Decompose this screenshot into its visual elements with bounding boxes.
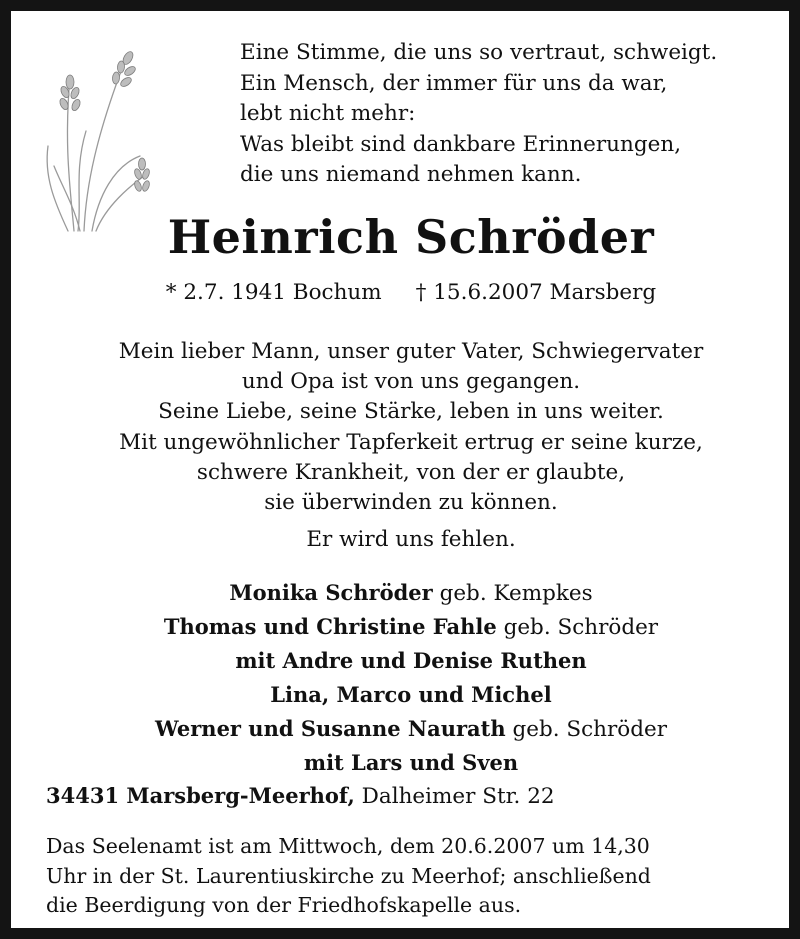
notice-line: Das Seelenamt ist am Mittwoch, dem 20.6.2007 um 14,30 bbox=[46, 834, 650, 858]
address bbox=[46, 783, 555, 809]
text-line: schwere Krankheit, von der er glaubte, bbox=[196, 459, 626, 485]
text-line: Mein lieber Mann, unser guter Vater, Schwiegervater bbox=[118, 339, 704, 364]
deceased-name: Heinrich Schröder bbox=[167, 210, 655, 264]
address-street: Dalheimer Str. 22 bbox=[354, 784, 555, 809]
poem-line: lebt nicht mehr: bbox=[240, 101, 416, 126]
mourner-line bbox=[22, 678, 800, 712]
mourner-line bbox=[22, 712, 800, 746]
poem-line: Eine Stimme, die uns so vertraut, schweigt. bbox=[240, 40, 718, 65]
mourner-line bbox=[22, 610, 800, 644]
life-dates bbox=[22, 280, 800, 305]
text-line: und Opa ist von uns gegangen. bbox=[241, 369, 581, 395]
mourner-name: Werner und Susanne Naurath bbox=[155, 716, 506, 741]
address-city: 34431 Marsberg-Meerhof, bbox=[46, 783, 355, 808]
poem-line: Was bleibt sind dankbare Erinnerungen, bbox=[240, 131, 682, 157]
mourner-note: geb. Schröder bbox=[496, 615, 659, 640]
poem-line: die uns niemand nehmen kann. bbox=[240, 162, 582, 187]
text-line: sie überwinden zu können. bbox=[264, 490, 558, 516]
mourner-note: geb. Kempkes bbox=[432, 581, 593, 606]
mourner-name: Monika Schröder bbox=[229, 580, 433, 605]
birth-date: * 2.7. 1941 Bochum bbox=[165, 280, 382, 305]
mourner-name: Thomas und Christine Fahle bbox=[163, 614, 497, 639]
mourner-line bbox=[22, 576, 800, 610]
wheat-icon bbox=[34, 36, 164, 236]
obituary-text bbox=[22, 337, 800, 518]
mourner-line bbox=[22, 644, 800, 678]
mourner-name: Lina, Marco und Michel bbox=[270, 682, 552, 707]
poem-line: Ein Mensch, der immer für uns da war, bbox=[240, 70, 668, 96]
mourner-note: geb. Schröder bbox=[505, 717, 667, 742]
mourners-list bbox=[22, 576, 800, 780]
notice-line: Uhr in der St. Laurentiuskirche zu Meerhof; anschließend bbox=[46, 863, 651, 888]
death-date: † 15.6.2007 Marsberg bbox=[415, 280, 657, 305]
notice-line: die Beerdigung von der Friedhofskapelle aus. bbox=[46, 893, 522, 917]
text-line: Mit ungewöhnlicher Tapferkeit ertrug er seine kurze, bbox=[119, 429, 703, 455]
closing-line: Er wird uns fehlen. bbox=[306, 527, 516, 552]
mourner-name: mit Andre und Denise Ruthen bbox=[235, 648, 587, 673]
mourner-name: mit Lars und Sven bbox=[303, 750, 519, 775]
text-line: Seine Liebe, seine Stärke, leben in uns weiter. bbox=[158, 399, 664, 425]
poem bbox=[240, 38, 717, 191]
mourner-line bbox=[22, 746, 800, 780]
funeral-notice bbox=[46, 832, 651, 921]
obituary-content bbox=[22, 22, 800, 939]
